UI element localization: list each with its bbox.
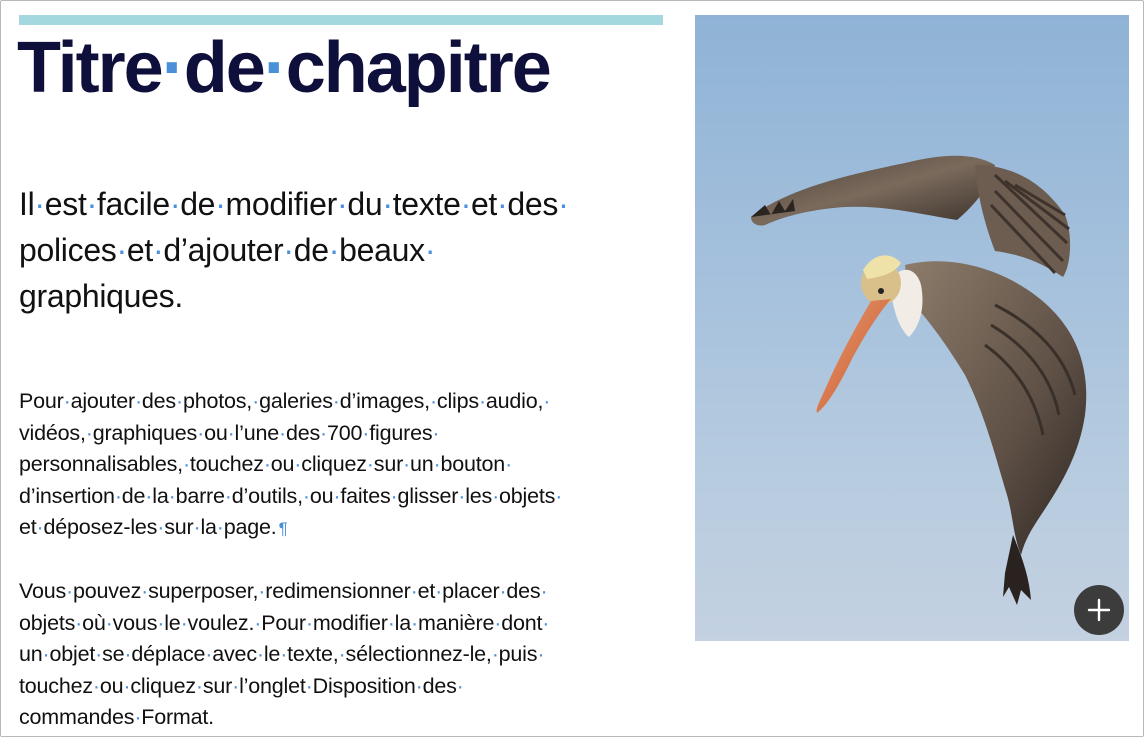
word: pouvez	[73, 579, 142, 603]
word: un	[410, 452, 434, 476]
space-marker: ·	[543, 389, 551, 413]
space-marker: ·	[85, 420, 93, 445]
word: Format.	[141, 705, 214, 729]
word: photos,	[182, 389, 253, 413]
word: la	[394, 610, 412, 635]
space-marker: ·	[390, 483, 398, 508]
word: placer	[442, 579, 500, 603]
word: objets	[19, 610, 76, 635]
space-marker: ·	[92, 673, 100, 698]
space-marker: ·	[283, 232, 294, 268]
word: est	[44, 186, 87, 222]
word: faites	[340, 483, 391, 508]
space-marker: ·	[134, 389, 142, 413]
text-line	[19, 273, 669, 319]
word: ou	[204, 420, 228, 445]
text-line	[19, 671, 669, 703]
text-line	[19, 386, 669, 418]
word: 700	[327, 420, 363, 445]
text-line	[19, 181, 669, 227]
space-marker: ·	[252, 389, 260, 413]
space-marker: ·	[105, 610, 113, 635]
pelican-illustration	[695, 15, 1129, 641]
word: modifier	[225, 186, 337, 222]
space-marker: ·	[152, 232, 164, 268]
space-marker: ·	[34, 186, 45, 222]
space-marker: ·	[182, 452, 190, 476]
plus-icon	[1086, 597, 1112, 623]
word: Pour	[261, 610, 306, 635]
space-marker: ·	[195, 673, 203, 698]
word: Il	[19, 186, 35, 222]
space-marker: ·	[36, 515, 44, 539]
word: et	[470, 186, 498, 222]
word: clips	[436, 389, 479, 413]
word: voulez.	[187, 610, 255, 635]
space-marker: ·	[478, 389, 486, 413]
word: et	[126, 232, 153, 268]
word: graphiques	[92, 420, 198, 445]
space-marker: ·	[558, 186, 569, 222]
space-marker: ·	[411, 610, 418, 635]
word: texte,	[287, 642, 339, 666]
text-line	[19, 481, 669, 513]
space-marker: ·	[205, 642, 213, 666]
paragraph-marker: ¶	[278, 519, 288, 538]
space-marker: ·	[540, 579, 548, 603]
space-marker: ·	[232, 673, 240, 698]
space-marker: ·	[302, 483, 310, 508]
word: audio,	[485, 389, 544, 413]
space-marker: ·	[333, 483, 341, 508]
word: touchez	[19, 673, 93, 698]
word: des	[141, 389, 176, 413]
word: d’outils,	[231, 483, 303, 508]
space-marker: ·	[336, 186, 348, 222]
space-marker: ·	[497, 186, 508, 222]
space-marker: ·	[66, 579, 73, 603]
word: Titre	[17, 28, 162, 108]
word: beaux	[339, 232, 425, 268]
text-line	[19, 227, 669, 273]
space-marker: ·	[180, 610, 188, 635]
pelican-photo[interactable]	[695, 15, 1129, 641]
space-marker: ·	[86, 186, 97, 222]
space-marker: ·	[224, 483, 232, 508]
space-marker: ·	[555, 483, 563, 508]
space-marker: ·	[116, 232, 127, 268]
word: glisser	[397, 483, 459, 508]
space-marker: ·	[505, 452, 513, 476]
word: des	[507, 186, 559, 222]
space-marker: ·	[263, 28, 286, 108]
word: superposer,	[148, 579, 259, 603]
space-marker: ·	[294, 452, 302, 476]
word: du	[347, 186, 383, 222]
space-marker: ·	[433, 452, 441, 476]
word: de	[121, 483, 146, 508]
space-marker: ·	[320, 420, 327, 445]
word: et	[19, 515, 37, 539]
word: l’onglet	[239, 673, 306, 698]
word: polices	[19, 232, 117, 268]
space-marker: ·	[169, 186, 181, 222]
space-marker: ·	[435, 579, 443, 603]
word: de	[180, 186, 216, 222]
word: où	[82, 610, 106, 635]
word: Vous	[19, 579, 67, 603]
word: déposez-les	[43, 515, 158, 539]
space-marker: ·	[403, 452, 411, 476]
space-marker: ·	[387, 610, 395, 635]
space-marker: ·	[280, 642, 288, 666]
word: touchez	[189, 452, 264, 476]
space-marker: ·	[168, 483, 176, 508]
space-marker: ·	[305, 673, 313, 698]
add-media-button[interactable]	[1074, 585, 1124, 635]
word: modifier	[312, 610, 388, 635]
word: le	[263, 642, 281, 666]
word: déplace	[131, 642, 206, 666]
word: un	[19, 642, 43, 666]
body-paragraph-1[interactable]	[19, 386, 669, 545]
word: Pour	[19, 389, 64, 413]
space-marker: ·	[499, 579, 507, 603]
space-marker: ·	[256, 642, 264, 666]
space-marker: ·	[134, 705, 142, 729]
space-marker: ·	[424, 232, 436, 268]
space-marker: ·	[491, 642, 499, 666]
space-marker: ·	[338, 642, 346, 666]
space-marker: ·	[42, 642, 50, 666]
space-marker: ·	[410, 579, 418, 603]
space-marker: ·	[227, 420, 235, 445]
space-marker: ·	[161, 28, 184, 108]
text-line	[19, 418, 669, 450]
space-marker: ·	[432, 420, 440, 445]
word: redimensionner	[265, 579, 411, 603]
word: d’ajouter	[163, 232, 284, 268]
word: texte	[392, 186, 461, 222]
space-marker: ·	[415, 673, 423, 698]
word: se	[102, 642, 125, 666]
space-marker: ·	[157, 610, 165, 635]
space-marker: ·	[263, 452, 271, 476]
word: la	[152, 483, 169, 508]
word: personnalisables,	[19, 452, 183, 476]
accent-bar	[19, 15, 663, 25]
word: cliquez	[130, 673, 196, 698]
space-marker: ·	[197, 420, 205, 445]
subtitle-text[interactable]	[19, 181, 669, 319]
space-marker: ·	[456, 673, 464, 698]
word: les	[465, 483, 493, 508]
word: d’images,	[339, 389, 430, 413]
space-marker: ·	[382, 186, 393, 222]
chapter-title[interactable]	[17, 27, 677, 109]
word: figures	[369, 420, 433, 445]
space-marker: ·	[362, 420, 370, 445]
space-marker: ·	[254, 610, 262, 635]
word: la	[200, 515, 217, 539]
word: commandes	[19, 705, 135, 729]
space-marker: ·	[114, 483, 122, 508]
word: vidéos,	[19, 420, 86, 445]
word: page.	[223, 515, 277, 539]
space-marker: ·	[366, 452, 374, 476]
word: vous	[112, 610, 158, 635]
space-marker: ·	[332, 389, 340, 413]
space-marker: ·	[305, 610, 313, 635]
space-marker: ·	[278, 420, 286, 445]
word: des	[285, 420, 321, 445]
space-marker: ·	[63, 389, 71, 413]
space-marker: ·	[258, 579, 266, 603]
space-marker: ·	[75, 610, 83, 635]
word: d’insertion	[19, 483, 115, 508]
text-line	[19, 639, 669, 671]
space-marker: ·	[492, 483, 500, 508]
word: cliquez	[301, 452, 367, 476]
text-line	[19, 608, 669, 640]
space-marker: ·	[175, 389, 183, 413]
space-marker: ·	[216, 515, 224, 539]
word: graphiques.	[19, 278, 183, 314]
space-marker: ·	[95, 642, 103, 666]
space-marker: ·	[537, 642, 545, 666]
word: sur	[164, 515, 194, 539]
word: barre	[175, 483, 225, 508]
word: l’une	[234, 420, 279, 445]
space-marker: ·	[124, 642, 132, 666]
word: de	[183, 28, 264, 108]
space-marker: ·	[458, 483, 466, 508]
text-line	[19, 449, 669, 481]
word: bouton	[440, 452, 506, 476]
space-marker: ·	[542, 610, 550, 635]
word: ou	[309, 483, 334, 508]
word: puis	[498, 642, 538, 666]
word: ajouter	[70, 389, 135, 413]
word: galeries	[259, 389, 333, 413]
word: sur	[202, 673, 233, 698]
word: Disposition	[312, 673, 416, 698]
word: avec	[212, 642, 257, 666]
word: des	[422, 673, 457, 698]
word: ou	[270, 452, 295, 476]
text-line	[19, 702, 669, 734]
space-marker: ·	[123, 673, 131, 698]
body-paragraph-2[interactable]	[19, 576, 669, 734]
word: de	[293, 232, 329, 268]
word: sur	[373, 452, 404, 476]
space-marker: ·	[193, 515, 201, 539]
space-marker: ·	[494, 610, 502, 635]
space-marker: ·	[429, 389, 437, 413]
word: sélectionnez-le,	[345, 642, 492, 666]
word: objets	[499, 483, 556, 508]
word: objet	[49, 642, 96, 666]
word: facile	[96, 186, 170, 222]
word: et	[417, 579, 436, 603]
text-line	[19, 576, 669, 608]
word: ou	[99, 673, 124, 698]
space-marker: ·	[328, 232, 340, 268]
space-marker: ·	[145, 483, 153, 508]
space-marker: ·	[141, 579, 149, 603]
space-marker: ·	[157, 515, 165, 539]
text-line	[19, 512, 669, 545]
space-marker: ·	[215, 186, 226, 222]
word: chapitre	[285, 28, 550, 108]
word: des	[506, 579, 541, 603]
word: le	[164, 610, 181, 635]
word: manière	[417, 610, 495, 635]
space-marker: ·	[460, 186, 471, 222]
word: dont	[501, 610, 543, 635]
